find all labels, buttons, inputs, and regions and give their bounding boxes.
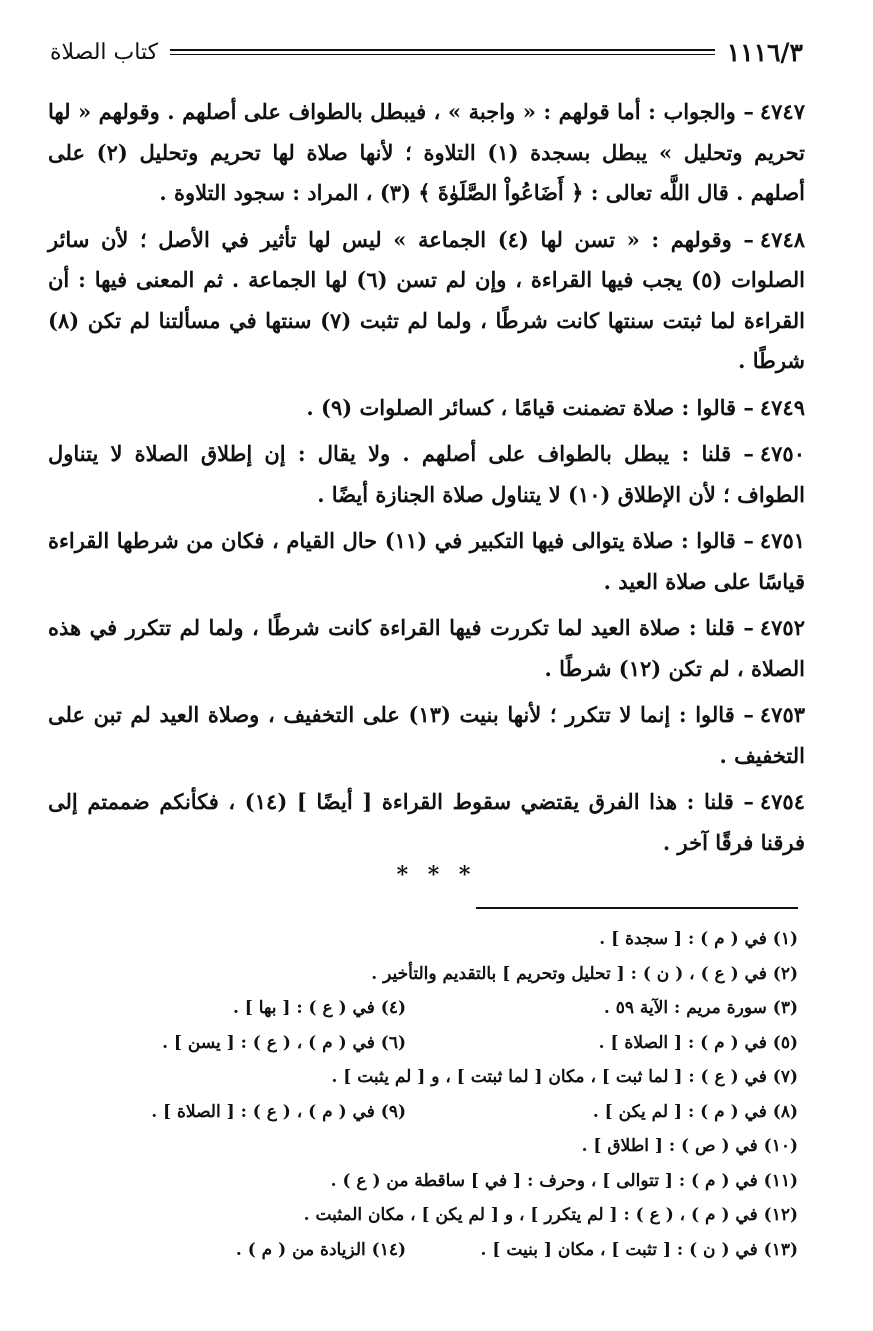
paragraph-number: ٤٧٥١	[759, 528, 806, 553]
footnote: (٥) في ( م ) : [ الصلاة ] .	[598, 1032, 798, 1053]
footnote-row	[60, 1198, 798, 1233]
paragraph	[48, 388, 805, 429]
footnote: (١٠) في ( ص ) : [ اطلاق ] .	[581, 1136, 798, 1156]
page-number: ١١١٦/٣	[726, 37, 803, 67]
paragraph-number: ٤٧٥٣	[759, 702, 806, 727]
footnote-row	[60, 991, 798, 1026]
footnote-row	[60, 1129, 798, 1164]
footnote: (٣) سورة مريم : الآية ٥٩ .	[603, 998, 798, 1018]
main-text	[48, 92, 805, 869]
footnote: (١٢) في ( م ) ، ( ع ) : [ لم يتكرر ] ، و [ لم يكن ] ، مكان المثبت .	[303, 1205, 798, 1225]
paragraph-text: – قلنا : صلاة العيد لما تكررت فيها القراءة كانت شرطًا ، ولما لم تتكرر في هذه الصلاة ، لم تكن (١٢) شرطًا .	[48, 615, 805, 681]
paragraph-text: – وقولهم : « تسن لها (٤) الجماعة » ليس لها تأثير في الأصل ؛ لأن سائر الصلوات (٥) يجب فيها القراءة ، وإن لم تسن (٦) لها الجماعة . ثم المعنى فيها : أن القراءة لما ثبتت سنتها كانت شرطًا ، ولما لم تثبت (٧) سنتها في مسألتنا لم تكن (٨) شرطًا .	[48, 226, 805, 373]
footnote: (٩) في ( م ) ، ( ع ) : [ الصلاة ] .	[151, 1101, 406, 1122]
paragraph-text: – والجواب : أما قولهم : « واجبة » ، فيبطل بالطواف على أصلهم . وقولهم « لها تحريم وتحليل » يبطل بسجدة (١) التلاوة ؛ لأنها صلاة لها تحريم وتحليل (٢) على أصلهم . قال اللَّه تعالى : ﴿ أَضَاعُواْ الصَّلَوٰةَ ﴾ (٣) ، المراد : سجود التلاوة .	[48, 99, 805, 205]
paragraph-text: – قالوا : صلاة يتوالى فيها التكبير في (١١) حال القيام ، فكان من شرطها القراءة قياسًا على صلاة العيد .	[48, 528, 805, 594]
footnote: (٢) في ( ع ) ، ( ن ) : [ تحليل وتحريم ] بالتقديم والتأخير .	[371, 963, 798, 984]
paragraph-number: ٤٧٥٤	[759, 789, 805, 814]
page-header	[50, 34, 803, 70]
footnote-row	[60, 1095, 798, 1130]
header-rule	[170, 49, 715, 55]
footnote: (١٤) الزيادة من ( م ) .	[235, 1239, 406, 1260]
book-title: كتاب الصلاة	[50, 39, 159, 65]
section-separator: * * *	[396, 862, 477, 888]
footnote: (٦) في ( م ) ، ( ع ) : [ يسن ] .	[162, 1032, 406, 1053]
footnote: (٤) في ( ع ) : [ بها ] .	[232, 998, 406, 1018]
footnote: (٨) في ( م ) : [ لم يكن ] .	[592, 1101, 798, 1122]
paragraph-text: – قالوا : صلاة تضمنت قيامًا ، كسائر الصلوات (٩) .	[306, 394, 754, 420]
footnote: (١٣) في ( ن ) : [ تثبت ] ، مكان [ بنيت ] .	[480, 1239, 798, 1260]
footnote-row	[60, 922, 798, 957]
paragraph-text: – قلنا : هذا الفرق يقتضي سقوط القراءة [ أيضًا ] (١٤) ، فكأنكم ضممتم إلى فرقنا فرقًا آخر .	[48, 789, 805, 855]
footnote-row	[60, 957, 798, 992]
footnotes	[60, 922, 798, 1267]
paragraph	[48, 434, 805, 515]
footnote: (٧) في ( ع ) : [ لما ثبت ] ، مكان [ لما ثبتت ] ، و [ لم يثبت ] .	[331, 1067, 798, 1087]
paragraph	[48, 608, 805, 689]
footnote-row	[60, 1026, 798, 1061]
paragraph-number: ٤٧٤٨	[759, 226, 806, 252]
footnote-row	[60, 1060, 798, 1095]
footnote: (١) في ( م ) : [ سجدة ] .	[599, 929, 798, 949]
paragraph-number: ٤٧٥٠	[759, 441, 805, 466]
paragraph	[48, 521, 805, 602]
paragraph-text: – قلنا : يبطل بالطواف على أصلهم . ولا يقال : إن إطلاق الصلاة لا يتناول الطواف ؛ لأن الإطلاق (١٠) لا يتناول صلاة الجنازة أيضًا .	[48, 441, 805, 507]
paragraph	[48, 782, 805, 863]
footnote-row	[60, 1233, 798, 1268]
footnote: (١١) في ( م ) : [ تتوالى ] ، وحرف : [ في ] ساقطة من ( ع ) .	[330, 1170, 798, 1191]
footnote-row	[60, 1164, 798, 1199]
paragraph-number: ٤٧٤٩	[759, 394, 805, 420]
paragraph-text: – قالوا : إنما لا تتكرر ؛ لأنها بنيت (١٣) على التخفيف ، وصلاة العيد لم تبن على التخفيف .	[48, 702, 805, 768]
paragraph-number: ٤٧٤٧	[759, 99, 805, 124]
paragraph	[48, 220, 805, 382]
footnote-rule	[476, 907, 798, 909]
paragraph	[48, 695, 805, 776]
paragraph	[48, 92, 805, 214]
paragraph-number: ٤٧٥٢	[759, 615, 805, 640]
